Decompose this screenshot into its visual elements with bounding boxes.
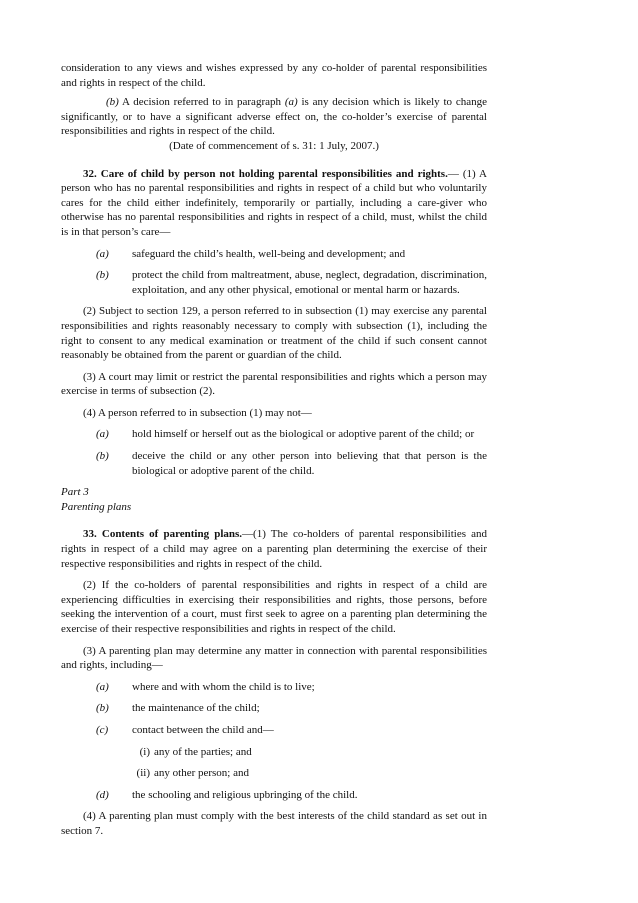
list-text: where and with whom the child is to live; — [132, 680, 315, 693]
paragraph-text-rest: is any decision which is likely to change significantly, or to have a significant adverse effect on, the co-holder’s exercise of parental responsibilities and rights in respect of the child. — [61, 96, 487, 138]
section-33-2: (2) If the co-holders of parental responsibilities and rights in respect of a child are experiencing difficulties in exercising their responsibilities and rights, those persons, before seeking the intervention of a court, must first seek to agree on a parenting plan determining the exercise of their respective responsibilities and rights in respect of the child. — [61, 579, 487, 635]
sub-list-text: any other person; and — [154, 767, 249, 780]
sub-list-label: (ii) — [136, 767, 150, 780]
paragraph-text: A decision referred to in paragraph — [122, 96, 281, 109]
paragraph-ref: (a) — [284, 96, 298, 109]
list-item — [61, 449, 487, 478]
sub-list-item — [61, 766, 487, 781]
paragraph-31-b — [61, 95, 487, 139]
section-33-heading: 33. Contents of parenting plans. — [83, 528, 243, 541]
sub-list-label: (i) — [139, 745, 150, 758]
list-label: (b) — [96, 702, 109, 715]
commencement-note: (Date of commencement of s. 31: 1 July, 2007.) — [169, 139, 379, 152]
list-text: the maintenance of the child; — [132, 702, 260, 715]
list-item — [61, 701, 487, 716]
list-label: (d) — [96, 788, 109, 801]
section-32-heading: 32. Care of child by person not holding parental responsibilities and rights. — [83, 167, 448, 180]
sub-list-item — [61, 745, 487, 760]
list-item — [61, 788, 487, 803]
section-32-dash: — — [447, 167, 459, 180]
list-item — [61, 268, 487, 297]
list-label: (c) — [96, 723, 109, 736]
list-item — [61, 427, 487, 442]
section-32-4: (4) A person referred to in subsection (1) may not— — [83, 406, 312, 419]
list-item — [61, 723, 487, 738]
section-33-4: (4) A parenting plan must comply with the best interests of the child standard as set out in section 7. — [61, 810, 487, 837]
section-33 — [61, 527, 487, 571]
list-label: (b) — [96, 450, 109, 463]
list-text: contact between the child and— — [132, 723, 274, 736]
section-32-3: (3) A court may limit or restrict the parental responsibilities and rights which a person may exercise in terms of subsection (2). — [61, 370, 487, 398]
part-title: Parenting plans — [61, 500, 132, 513]
section-32-2: (2) Subject to section 129, a person referred to in subsection (1) may exercise any parental responsibilities and rights reasonably necessary to comply with subsection (1), including the right to consent to any medical examination or treatment of the child if such consent cannot reasonably be obtained from the parent or guardian of the child. — [61, 305, 487, 362]
sub-list-text: any of the parties; and — [154, 745, 252, 758]
list-item — [61, 247, 487, 262]
section-32 — [61, 167, 487, 240]
list-label: (a) — [96, 428, 109, 441]
list-label: (b) — [96, 269, 109, 282]
list-text: deceive the child or any other person into believing that that person is the biological or adoptive parent of the child. — [132, 450, 487, 477]
list-text: hold himself or herself out as the biological or adoptive parent of the child; or — [132, 428, 475, 441]
section-33-body: —(1) The co-holders of parental responsibilities and rights in respect of a child may agree on a parenting plan determining the exercise of their respective responsibilities and rights in respect of the child. — [61, 528, 487, 570]
section-33-3: (3) A parenting plan may determine any matter in connection with parental responsibilities and rights, including— — [61, 644, 487, 672]
paragraph-label: (b) — [106, 96, 119, 109]
list-label: (a) — [96, 247, 109, 260]
list-text: the schooling and religious upbringing of the child. — [132, 788, 358, 801]
list-text: protect the child from maltreatment, abuse, neglect, degradation, discrimination, exploitation, and any other physical, emotional or mental harm or hazards. — [132, 269, 487, 296]
section-32-body: (1) A person who has no parental responsibilities and rights in respect of a child but who voluntarily cares for the child either indefinitely, temporarily or partially, including a care-giver who otherwise has no parental responsibilities and rights in respect of a child, must, whilst the child is in that person’s care— — [61, 167, 488, 238]
list-label: (a) — [96, 680, 109, 693]
paragraph-continuation: consideration to any views and wishes expressed by any co-holder of parental responsibilities and rights in respect of the child. — [61, 62, 487, 89]
list-text: safeguard the child’s health, well-being and development; and — [132, 247, 406, 260]
list-item — [61, 680, 487, 695]
part-number: Part 3 — [61, 486, 89, 499]
